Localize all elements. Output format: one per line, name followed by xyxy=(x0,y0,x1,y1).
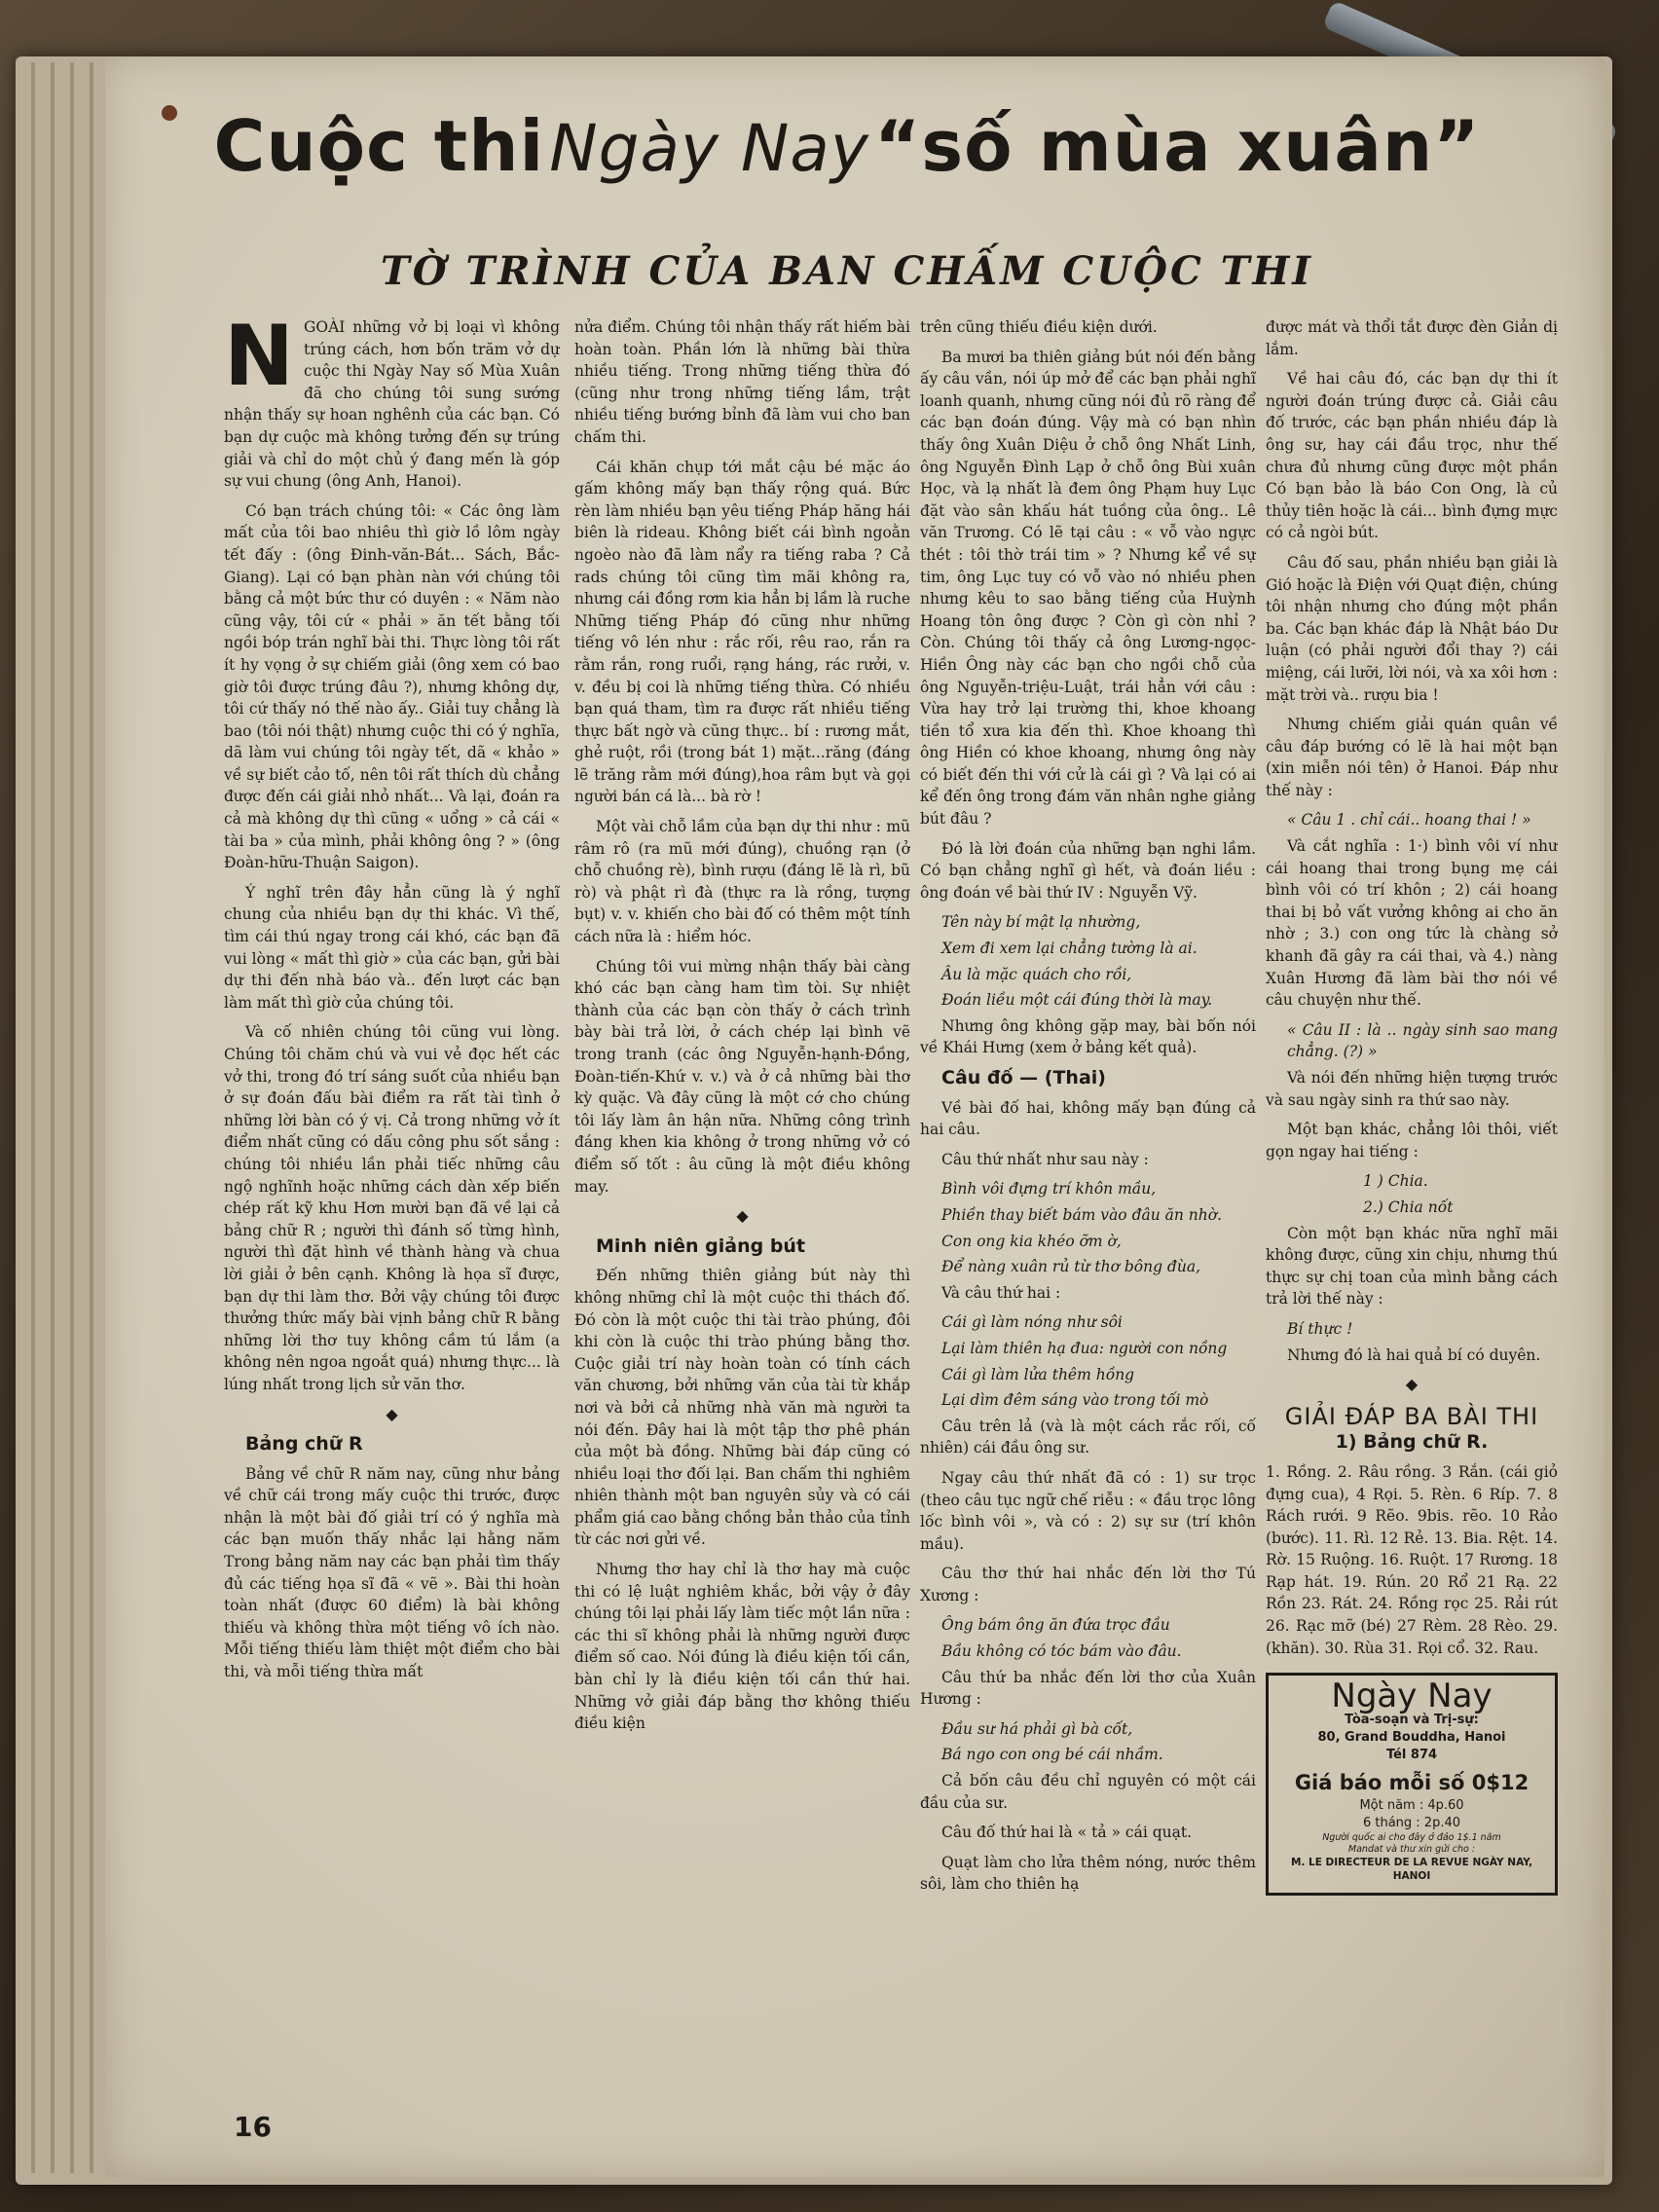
paragraph: Và nói đến những hiện tượng trước và sau ngày sinh ra thứ sao này. xyxy=(1266,1069,1558,1109)
paragraph: Về bài đố hai, không mấy bạn đúng cả hai câu. xyxy=(920,1098,1256,1139)
verse-line: Bá ngo con ong bé cái nhầm. xyxy=(941,1746,1163,1764)
article-title xyxy=(107,105,1587,241)
verse-line: Đầu sư há phải gì bà cốt, xyxy=(941,1719,1133,1738)
paragraph: Đó là lời đoán của những bạn nghi lầm. Có bạn chẳng nghĩ gì hết, và đoán liều : ông đoán về bài thứ IV : Nguyễn Vỹ. xyxy=(920,839,1256,902)
ad-recipient: M. LE DIRECTEUR DE LA REVUE NGÀY NAY, HANOI xyxy=(1290,1857,1533,1883)
paragraph: Chúng tôi vui mừng nhận thấy bài càng khó các bạn càng ham tìm tòi. Sự nhiệt thành của các bạn còn thấy ở cách trình bày bài trả lời, ở cách chép lại bình vẽ trong tranh (các ông Nguyễn-hạnh-Đồng, Đoàn-tiến-Khứ v. v.) và ở cả những bài thơ kỳ quặc. Và đây cũng là một cớ cho chúng tôi lấy làm ân hận nữa. Những công trình đáng khen kia không ở trong những vở có điểm số tốt : âu cũng là một điều không may. xyxy=(574,957,910,1196)
paragraph: Câu đố thứ hai là « tả » cái quạt. xyxy=(941,1824,1193,1842)
ad-address: 80, Grand Bouddha, Hanoi xyxy=(1317,1729,1506,1745)
verse-line: Tên này bí mật lạ nhường, xyxy=(941,913,1141,932)
paragraph: Câu thứ nhất như sau này : xyxy=(941,1150,1149,1168)
ad-mandat-note: Mandat và thư xin gửi cho : xyxy=(1347,1844,1476,1856)
paragraph: Ngay câu thứ nhất đã có : 1) sư trọc (theo câu tục ngữ chế riễu : « đầu trọc lông lốc bình vôi », và có : 2) sự sư (trí khôn mầu). xyxy=(920,1468,1256,1553)
verse-line: 2.) Chia nốt xyxy=(1363,1198,1454,1216)
diamond-separator-icon: ◆ xyxy=(736,1206,749,1226)
paragraph: Quạt làm cho lửa thêm nóng, nước thêm sôi, làm cho thiên hạ xyxy=(920,1853,1256,1894)
verse-line: Để nàng xuân rủ từ thơ bông đùa, xyxy=(941,1258,1200,1276)
ad-yearly-price: Một năm : 4p.60 xyxy=(1359,1798,1464,1814)
section-heading: Câu đố — (Thai) xyxy=(941,1067,1106,1088)
verse-line: 1 ) Chia. xyxy=(1363,1172,1428,1191)
title-part-1: Cuộc thi xyxy=(213,105,545,187)
verse-line: Đoán liều một cái đúng thời là may. xyxy=(941,991,1213,1010)
page-edge-line xyxy=(31,62,35,2173)
verse-line: Âu là mặc quách cho rồi, xyxy=(941,965,1132,983)
verse-line: Bí thực ! xyxy=(1287,1319,1353,1338)
ad-phone: Tél 874 xyxy=(1385,1747,1438,1762)
verse-line: Cái gì làm nóng như sôi xyxy=(941,1313,1123,1332)
verse-line: Lại dìm đêm sáng vào trong tối mò xyxy=(941,1391,1209,1410)
diamond-separator-icon: ◆ xyxy=(1405,1375,1419,1394)
ad-price: Giá báo mỗi số 0$12 xyxy=(1294,1770,1530,1794)
paragraph: Bảng về chữ R năm nay, cũng như bảng về chữ cái trong mấy cuộc thi trước, được nhận là một bài đố giải trí có ý nghĩa mà các bạn muốn thấy nhắc lại hằng năm Trong bảng năm nay các bạn phải tìm thấy đủ các tiếng họa sĩ đã « vẽ ». Bài thi hoàn toàn nhất (được 60 điểm) là bài không thiếu và không thừa một tiếng vô ích nào. Mỗi tiếng thiếu làm thiệt một điểm cho bài thi, và mỗi tiếng thừa mất xyxy=(224,1464,560,1681)
paragraph: Có bạn trách chúng tôi: « Các ông làm mất của tôi bao nhiêu thì giờ lồ lôm ngày tết đấy : (ông Đinh-văn-Bát... Sách, Bắc-Giang). Lại có bạn phàn nàn với chúng tôi bằng cả một bức thư có duyên : « Năm nào cũng vậy, tôi cứ « phải » ăn tết bằng tối ngồi bóp trán nghĩ bài thi. Thực lòng tôi rất ít hy vọng ở sự chiếm giải (ông xem có bao giờ tôi được trúng đâu ?), nhưng không dự, tôi cứ thấy nó thế nào ấy.. Giải tuy chẳng là bao (tôi nói thật) nhưng cuộc thi có ý nghĩa, dã làm vui chúng tôi ngày tết, dã « khảo » về sự biết cảo tố, nên tôi rất thích dù chẳng được đến cái giải nhỏ nhất... Và lại, đoán ra cả mà không dự thì cũng « uổng » cả cái « tài ba » của mình, phải không ông ? » (ông Đoàn-hữu-Thuận Saigon). xyxy=(224,501,560,872)
page-number: 16 xyxy=(234,2111,272,2143)
section-heading: Minh niên giảng bút xyxy=(596,1235,806,1257)
paragraph: Và cắt nghĩa : 1·) bình vôi ví như cái hoang thai trong bụng mẹ cái bình vôi có trí khôn ; 2) cái hoang thai bị bỏ vất vưởng không ai cho ăn nhờ ; 3.) con ong tức là chàng sở khanh đã gây ra cái thai, và 4.) nàng Xuân Hương đã làm bài thơ nói về câu chuyện như thế. xyxy=(1266,837,1558,1010)
verse-line: Con ong kia khéo ỡm ờ, xyxy=(941,1232,1122,1250)
paragraph: Câu thơ thứ hai nhắc đến lời thơ Tú Xương : xyxy=(920,1565,1256,1604)
paragraph: Nhưng đó là hai quả bí có duyên. xyxy=(1287,1346,1541,1364)
verse-line: Lại làm thiên hạ đua: người con nồng xyxy=(941,1339,1228,1357)
paragraph: Và cố nhiên chúng tôi cũng vui lòng. Chúng tôi chăm chú và vui vẻ đọc hết các vở thi, trong đó trí sáng suốt của nhiều bạn ở sự đoán đấu bài điểm ra rất tài tình ở những lời bàn có ý vị. Cả trong những vở ít điểm nhất cũng có dấu công phu sốt sắng : chúng tôi nhiều lần phải tiếc những câu ngộ nghĩnh hoặc những cách dàn xếp biến chép rất kỹ khu Hơn mười bạn đã về lại cả bảng chữ R ; người thì đánh số từng hình, người thì đặt hình về thành hàng và chua lời giải ở bên cạnh. Không là họa sĩ được, bạn dự thi làm thơ. Bởi vậy chúng tôi được thưởng thức mấy bài vịnh bảng chữ R bằng những lời thơ tuy không cầm tú lắm (a không nên ngoa ngoắt quá) nhưng thực... là lúng nhất trong lịch sử văn thơ. xyxy=(224,1023,560,1393)
column-4 xyxy=(1266,316,1558,2088)
verse-line: Xem đi xem lại chẳng tường là ai. xyxy=(941,940,1198,958)
drop-cap: N xyxy=(224,316,294,405)
paragraph: được mát và thổi tắt được đèn Giản dị lắm. xyxy=(1266,318,1558,358)
article-subtitle: TỜ TRÌNH CỦA BAN CHẤM CUỘC THI xyxy=(380,248,1313,294)
paragraph: Ý nghĩ trên đây hẳn cũng là ý nghĩ chung của nhiều bạn dự thi khác. Vì thế, tìm cái thú ngay trong cái khó, các bạn đã vui lòng « mất thì giờ » của các bạn, gửi bài dự thi đến nhà báo và.. đến lượt các bạn làm mất thì giờ của chúng tôi. xyxy=(224,883,560,1012)
verse-line: Bầu không có tóc bám vào đâu. xyxy=(941,1642,1182,1661)
section-heading: Bảng chữ R xyxy=(245,1433,363,1456)
column-1 xyxy=(224,316,560,2088)
paragraph: Và câu thứ hai : xyxy=(941,1283,1061,1302)
paragraph: Một bạn khác, chẳng lôi thôi, viết gọn ngay hai tiếng : xyxy=(1266,1121,1558,1161)
verse-line: Ông bám ông ăn đứa trọc đầu xyxy=(941,1616,1170,1635)
diamond-separator-icon: ◆ xyxy=(386,1404,398,1423)
column-3 xyxy=(920,316,1256,2088)
ad-fine-print: Người quốc ai cho đây ở đảo 1$.1 năm xyxy=(1322,1832,1501,1844)
paragraph: Đến những thiên giảng bút này thì không những chỉ là một cuộc thi thách đố. Đó còn là một cuộc thi tài trào phúng, đôi khi còn là cuộc thi trào phúng bằng thơ. Cuộc giải trí này hoàn toàn có tính cách văn chương, bởi những văn của tài từ khắp nơi và bởi cả những nhà văn mà người ta nói đến. Đây hai là một tập thơ phê phán của một bà đồng. Những bài đáp cũng có nhiều loại thơ đối lại. Ban chấm thi nghiêm nhiên thành một ban nguyên sủy và có cái phẩm giá cao bằng chồng bản thảo của tỉnh từ các nơi gửi về. xyxy=(574,1267,910,1549)
title-part-2: Ngày Nay xyxy=(549,111,869,186)
paragraph: trên cũng thiếu điều kiện dưới. xyxy=(920,318,1158,336)
verse-line: Cái gì làm lửa thêm hồng xyxy=(941,1365,1135,1383)
paragraph: nửa điểm. Chúng tôi nhận thấy rất hiếm bài hoàn toàn. Phần lớn là những bài thừa nhiều tiếng. Trong những tiếng thừa đó (cũng như trong những tiếng lầm, trật nhiều tiếng bướng bỉnh đã làm vui cho ban chấm thi. xyxy=(574,318,910,446)
ad-half-year-price: 6 tháng : 2p.40 xyxy=(1362,1816,1461,1831)
paragraph: Nhưng chiếm giải quán quân về câu đáp bướng có lẽ là hai một bạn (xin miễn nói tên) ở Hanoi. Đáp như thế này : xyxy=(1266,716,1558,799)
paragraph: Nhưng thơ hay chỉ là thơ hay mà cuộc thi có lệ luật nghiêm khắc, bởi vậy ở đây chúng tôi lại phải lấy làm tiếc một lần nữa : các thi sĩ không phải là những người được điểm số cao. Nói đúng là điều kiện tối cần, bàn chỉ ly là điều kiện tối cần thứ hai. Những vở giải đáp bằng thơ không thiếu điều kiện xyxy=(574,1561,910,1733)
title-part-3: “số mùa xuân” xyxy=(873,105,1481,187)
verse-line: Bình vôi đựng trí khôn mầu, xyxy=(941,1180,1157,1198)
ad-office-label: Tòa-soạn và Trị-sự: xyxy=(1345,1712,1479,1727)
paragraph: GOÀI những vở bị loại vì không trúng cách, hơn bốn trăm vở dự cuộc thi Ngày Nay số Mùa Xuân đã cho chúng tôi sung sướng nhận thấy sự hoan nghênh của các bạn. Có bạn dự cuộc mà không tưởng đến sự trúng giải và chỉ do một chủ ý đang mến là góp sự vui chung (ông Anh, Hanoi). xyxy=(224,318,560,491)
paragraph: Về hai câu đó, các bạn dự thi ít người đoán trúng được cả. Giải câu đố trước, các bạn phần nhiều đáp là ông sư, hay cái đầu trọc, như thế chưa đủ nhưng cũng được một phần Có bạn bảo là báo Con Ong, là củ thủy tiên hoặc là cái... bình đựng mực có cả ngòi bút. xyxy=(1266,370,1558,542)
ad-title: Ngày Nay xyxy=(1331,1677,1493,1716)
answers-heading: GIẢI ĐÁP BA BÀI THI xyxy=(1284,1402,1539,1430)
subscription-box xyxy=(1266,1673,1558,1896)
verse-line: « Câu II : là .. ngày sinh sao mang chẳng. (?) » xyxy=(1287,1020,1558,1061)
paragraph: Ba mươi ba thiên giảng bút nói đến bằng ấy câu vần, nói úp mở để các bạn phải nghĩ loanh quanh, nhưng cũng nói đủ rõ ràng để các bạn đoán đúng. Vậy mà có bạn nhìn thấy ông Xuân Diệu ở chỗ ông Nhất Linh, ông Nguyễn Đình Lạp ở chỗ ông Bùi xuân Học, và lạ nhất là đem ông Phạm huy Lục đặt vào sân khấu hát tuồng của ông.. Lê văn Trương. Có lẽ tại câu : « vỗ vào ngực thét : tôi thờ trái tim » ? Nhưng kể về sự tim, ông Lục tuy có vỗ vào nó nhiều phen nhưng kêu to sao bằng tiếng của Huỳnh Hoang tôn ông được ? Còn gì còn nhỉ ? Còn. Chúng tôi thấy cả ông Lương-ngọc-Hiền Ông này các bạn cho ngồi chỗ của ông Nguyễn-triệu-Luật, trái hẳn với câu : Vừa hay trở lại trường thi, khoe khoang tiền tổ xưa kia đến thì. Khoe khoang thì ông Hiền có khoe khoang, nhưng ông này có biết đến thi với cử là cái gì ? Và lại có ai kể đến ông trong đám văn nhân nghe giảng bút đâu ? xyxy=(920,348,1256,829)
answers-list: 1. Rồng. 2. Râu rồng. 3 Rắn. (cái giỏ đựng cua), 4 Rọi. 5. Rèn. 6 Ríp. 7. 8 Rách rưới. 9 Rẽo. 9bis. rẽo. 10 Rảo (bước). 11. Rì. 12 Rẻ. 13. Bia. Rệt. 14. Rờ. 15 Ruộng. 16. Ruột. 17 Rương. 18 Rạp hát. 19. Rún. 20 Rổ 21 Rạ. 22 Rồn 23. Rát. 24. Rồng rọc 25. Rải rút 26. Rạc mỡ (bé) 27 Rèm. 28 Rèo. 29. (khăn). 30. Rùa 31. Rọi cổ. 32. Rau. xyxy=(1266,1462,1558,1657)
verse-line: « Câu 1 . chỉ cái.. hoang thai ! » xyxy=(1287,811,1531,830)
drop-cap-paragraph xyxy=(224,316,560,493)
paragraph: Câu đố sau, phần nhiều bạn giải là Gió hoặc là Điện với Quạt điện, chúng tôi nhận nhưng cho đúng một phần ba. Các bạn khác đáp là Nhật báo Dư luận (có phải người đổi thay ?) cái miệng, cái lưỡi, lời nói, và xa xôi hơn : mặt trời và.. rượu bia ! xyxy=(1266,553,1558,704)
column-2 xyxy=(574,316,910,2088)
paragraph: Một vài chỗ lầm của bạn dự thi như : mũ râm rô (ra mũ mới đúng), chuồng rạn (ở chỗ chuồng rè), bình rượu (đáng lẽ là rì, bũ rò) và phật rì đà (thực ra là rồng, tượng bụt) v. v. khiến cho bài đố có thêm một tính cách nữa là : hiểm hóc. xyxy=(574,818,910,946)
paragraph: Nhưng ông không gặp may, bài bốn nói về Khái Hưng (xem ở bảng kết quả). xyxy=(920,1016,1256,1057)
paragraph: Cái khăn chụp tới mắt cậu bé mặc áo gấm không mấy bạn thấy rộng quá. Bức rèn làm nhiều bạn yêu tiếng Pháp hăng hái biên là rideau. Không biết cái bình ngoằn ngoèo nào đã làm nẩy ra tiếng raba ? Cả rads chúng tôi cũng tìm mãi không ra, nhưng cái đồng rơm kia hẳn bị lầm là ruche Những tiếng Pháp đó cũng như những tiếng vô lén như : rắc rối, rêu rao, rắn ra rằm rắn, rong ruổi, rạng háng, rác rưởi, v. v. đều bị coi là những tiếng thừa. Có nhiều bạn quá tham, tìm ra được rất nhiều tiếng thực bất ngờ và cũng thực.. bí : rương mắt, ghẻ ruột, rồi (trong bát 1) mặt...răng (đáng lẽ trăng rằm mới đúng),hoa râm bụt và gọi người bán cá là... bà rờ ! xyxy=(574,458,910,806)
page-edge-line xyxy=(70,62,74,2173)
page-edge-line xyxy=(51,62,55,2173)
paragraph: Còn một bạn khác nữa nghĩ mãi không được, cũng xin chịu, nhưng thú thực sự chị toan của mình bằng cách trả lời thế này : xyxy=(1266,1224,1558,1309)
paragraph: Câu thứ ba nhắc đến lời thơ của Xuân Hương : xyxy=(920,1668,1256,1709)
verse-line: Phiền thay biết bám vào đâu ăn nhờ. xyxy=(941,1205,1223,1224)
paragraph: Câu trên lả (và là một cách rắc rối, cố nhiên) cái đầu ông sư. xyxy=(920,1417,1256,1457)
page-edge-line xyxy=(90,62,93,2173)
answers-subheading: 1) Bảng chữ R. xyxy=(1335,1431,1489,1454)
paragraph: Cả bốn câu đều chỉ nguyên có một cái đầu của sư. xyxy=(920,1772,1256,1812)
